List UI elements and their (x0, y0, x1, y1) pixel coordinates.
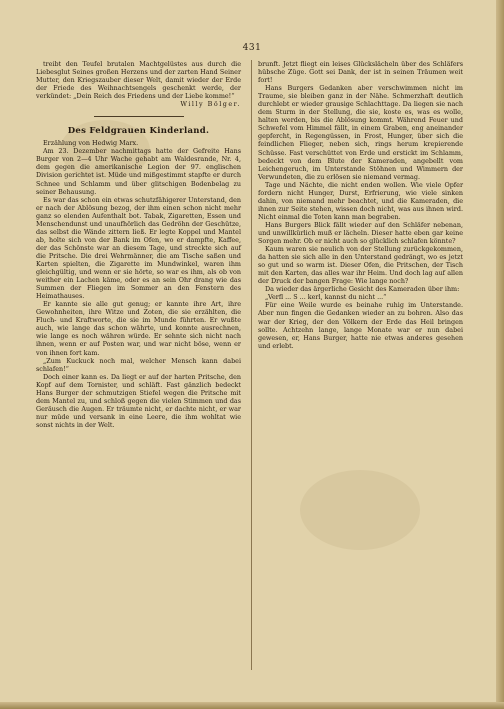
story-paragraph: Doch einer kann es. Da liegt er auf der harten Pritsche, den Kopf auf dem Tornister, und schläft. Fast gänzlich bedeckt Hans Burger der schmutzigen Stiefel wegen die Pritsche mit dem Mantel zu, und schloß gegen die vielen Stimmen und das Geräusch die Augen. Er träumte nicht, er dachte nicht, er war nur müde und versank in eine Leere, die ihm wohltat wie sonst nichts in der Welt. (36, 372, 241, 429)
story-paragraph: „Verfl ... S ... kerl, kannst du nicht ...“ (265, 293, 387, 302)
page-number: 431 (242, 43, 262, 53)
page-edge-bottom (0, 702, 504, 709)
story-paragraph: Es war das schon ein etwas schutzfähigerer Unterstand, den er nach der Ablösung bezog, der ihm einen schon nicht mehr ganz so elenden Aufenthalt bot. Tabak, Zigaretten, Essen und Menschendunst und unaufhörlich das Gedröhn der Geschütze, das selbst die Wände zittern ließ. Er legte Koppel und Mantel ab, holte sich von der Bank im Ofen, wo er dampfte, Kaffee, der das Schönste war an diesem Tage, und streckte sich auf die Pritsche. Die drei Wehrmänner, die am Tische saßen und Karten spielten, die Zigarette im Mundwinkel, waren ihm gleichgültig, und wenn er sie hörte, so war es ihm, als ob von weither ein Lachen käme, oder es an sein Ohr drang wie das Summen der Fliegen im Sommer an den Fenstern des Heimathauses. (36, 195, 241, 301)
story-paragraph: Tage und Nächte, die nicht enden wollen. Wie viele Opfer fordern nicht Hunger, Durst, Erfrierung, wie viele sinken dahin, von niemand mehr beachtet, und die Kameraden, die ihnen zur Seite stehen, wissen doch nicht, was aus ihnen wird. Nicht einmal die Toten kann man begraben. (258, 180, 463, 221)
intro-signature: Willy Bölger. (180, 100, 241, 109)
left-column (36, 60, 241, 429)
story-title: Des Feldgrauen Kinderland. (67, 126, 210, 137)
story-paragraph: Hans Burgers Blick fällt wieder auf den Schläfer nebenan, und unwillkürlich muß er lächeln. Dieser hatte eben gar keine Sorgen mehr. Ob er nicht auch so glücklich schlafen könnte? (258, 220, 463, 246)
story-paragraph: Da wieder das ärgerliche Gesicht des Kameraden über ihm: (265, 285, 460, 294)
story-paragraph: Für eine Weile wurde es beinahe ruhig im Unterstande. Aber nun fingen die Gedanken wieder an zu bohren. Also das war der Krieg, der den Völkern der Erde das Heil bringen sollte. Achtzehn lange, lange Monate war er nun dabei gewesen, er, Hans Burger, hatte nie etwas anderes gesehen und erlebt. (258, 301, 463, 350)
story-paragraph: Am 23. Dezember nachmittags hatte der Gefreite Hans Burger von 2—4 Uhr Wache gehabt am Waldesrande, Nr. 4, dem gegen die amerikanische Legion der 97. englischen Division gerichtet ist. Müde und mißgestimmt stapfte er durch Schnee und Schlamm und über glitschigen Bodenbelag zu seiner Behausung. (36, 147, 241, 196)
story-paragraph: Er kannte sie alle gut genug; er kannte ihre Art, ihre Gewohnheiten, ihre Witze und Zoten, die sie erzählten, die Fluch- und Kraftworte, die sie im Munde führten. Er wußte auch, wie lange das schon währte, und konnte ausrechnen, wie lange es noch währen würde. Er sehnte sich nicht nach ihnen, wenn er auf Posten war, und war nicht böse, wenn er von ihnen fort kam. (36, 300, 241, 357)
story-paragraph: brunft. Jetzt fliegt ein leises Glückslächeln über des Schläfers hübsche Züge. Gott sei Dank, der ist in seinen Träumen weit fort! (258, 60, 463, 85)
page-edge-right (496, 0, 504, 709)
story-paragraph: „Zum Kuckuck noch mal, welcher Mensch kann dabei schlafen!“ (36, 356, 241, 373)
story-paragraph: Hans Burgers Gedanken aber verschwimmen nicht im Traume, sie bleiben ganz in der Nähe. Schmerzhaft deutlich durchlebt er wieder grausige Schlachttage. Da liegen sie nach dem Sturm in der Stellung, die sie, koste es, was es wolle, halten werden, bis die Ablösung kommt. Während Feuer und Schwefel vom Himmel fällt, in einem Graben, eng aneinander gepfercht, in Regengüssen, in Frost, Hunger, über sich die feindlichen Flieger, neben sich, rings herum krepierende Schüsse. Fast verschüttet von Erde und erstickt im Schlamm, bedeckt von dem Blute der Kameraden, angebellt vom Leichengeruch, im Unterstande Stöhnen und Wimmern der Verwundeten, die zu erlösen sie niemand vermag. (258, 84, 463, 181)
right-column (258, 60, 463, 350)
story-paragraph: Kaum waren sie neulich von der Stellung zurückgekommen, da hatten sie sich alle in den Unterstand gedrängt, wo es jetzt so gut und so warm ist. Dieser Ofen, die Pritschen, der Tisch mit den Karten, das alles war ihr Heim. Und doch lag auf allen der Druck der bangen Frage: Wie lange noch? (258, 245, 463, 286)
intro-paragraph: treibt den Teufel brutalen Machtgelüstes aus durch die Liebesglut Seines großen Herzens und der zarten Hand Seiner Mutter, den Kriegszauber dieser Welt, damit wieder der Erde der Friede des Weihnachtsengels geschenkt werde, der verkündet: „Dein Reich des Friedens und der Liebe komme!“ (36, 60, 241, 101)
column-rule (251, 60, 252, 670)
paper-stain (300, 470, 420, 550)
section-divider (94, 116, 184, 117)
story-byline: Erzählung von Hedwig Marx. (43, 139, 139, 148)
